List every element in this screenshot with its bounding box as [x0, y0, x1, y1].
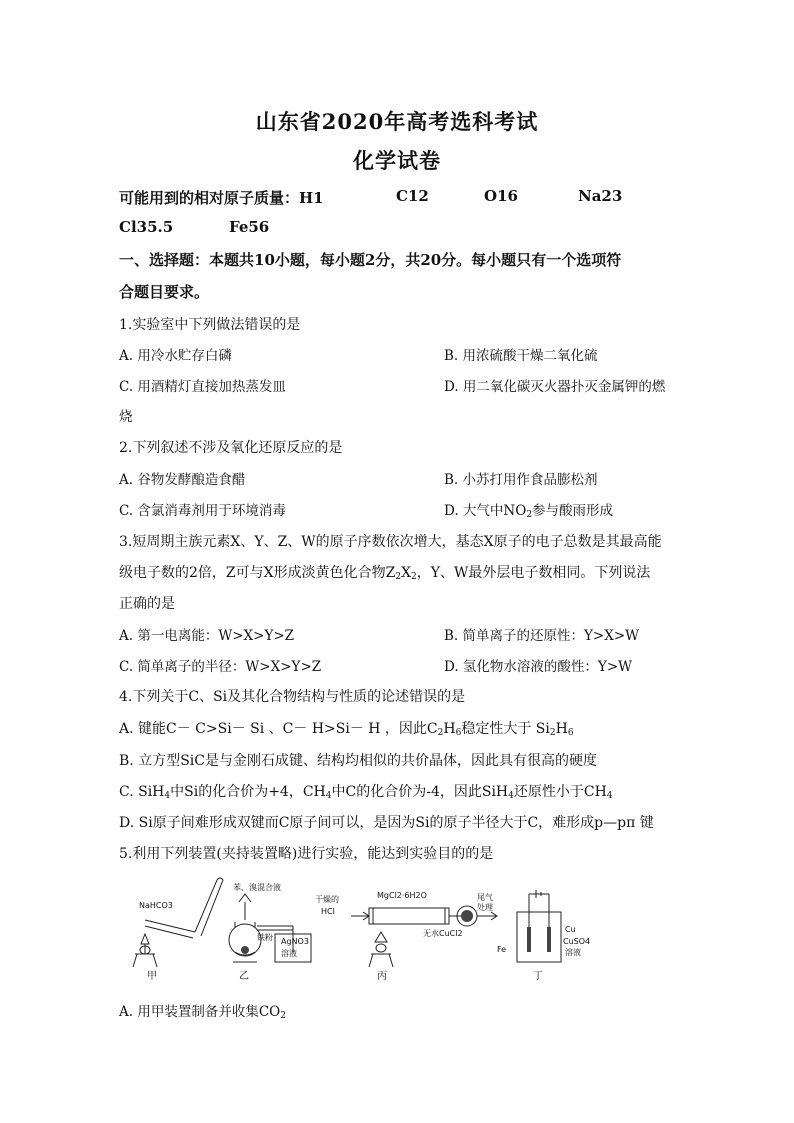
page-title: 山东省2020年高考选科考试: [255, 109, 539, 134]
atomic-mass-fe: Fe56: [229, 218, 270, 236]
caption-yi: 乙: [239, 971, 249, 982]
caption-bing: 丙: [377, 971, 387, 982]
q1-option-d: D. 用二氧化碳灭火器扑灭金属钾的燃: [444, 379, 666, 395]
q1-option-d-cont: 烧: [119, 409, 133, 425]
q2-option-c: C. 含氯消毒剂用于环境消毒: [119, 503, 286, 519]
page-subtitle: 化学试卷: [353, 148, 441, 173]
q4-option-a: A. 键能C－ C>Si－ Si 、C－ H>Si－ H ，因此$C_2H_6$稳定性大于 $Si_2H_6$: [119, 721, 574, 738]
label-tail-gas-1: 尾气: [477, 893, 493, 902]
q4-stem: 4.下列关于C、Si及其化合物结构与性质的论述错误的是: [119, 689, 466, 705]
label-dry-hcl-2: HCl: [321, 907, 335, 916]
q3-option-a: A. 第一电离能：W>X>Y>Z: [119, 628, 295, 644]
atomic-mass-cl: Cl35.5: [119, 218, 174, 236]
q3-stem-line3: 正确的是: [119, 596, 175, 612]
q2-option-a: A. 谷物发酵酿造食醋: [119, 472, 246, 488]
q3-stem-line2: 级电子数的2倍，Z可与X形成淡黄色化合物$Z_2X_2$，Y、W最外层电子数相同。下列说法: [119, 565, 651, 582]
atomic-mass-na: Na23: [578, 187, 623, 205]
label-tail-gas-2: 处理: [477, 903, 493, 912]
apparatus-ding: [517, 890, 561, 962]
label-cuso4: CuSO4: [563, 937, 591, 946]
label-dry-hcl-1: 干燥的: [315, 895, 339, 904]
q5-option-a: A. 用甲装置制备并收集$CO_2$: [119, 1004, 286, 1021]
q5-stem: 5.利用下列装置(夹持装置略)进行实验，能达到实验目的的是: [119, 846, 494, 862]
q1-option-a: A. 用冷水贮存白磷: [119, 348, 232, 364]
q2-stem: 2.下列叙述不涉及氧化还原反应的是: [119, 440, 343, 456]
q4-option-c: C. SiH$_4$中Si的化合价为+4，$CH_4$中C的化合价为-4，因此SiH$_4$还原性小于$CH_4$: [119, 784, 613, 801]
label-agno3: AgNO3: [281, 937, 309, 946]
label-benzene-bromine: 苯、溴混合液: [233, 883, 281, 892]
label-fe: Fe: [497, 945, 507, 954]
q3-option-c: C. 简单离子的半径：W>X>Y>Z: [119, 659, 322, 675]
q3-stem-line1: 3.短周期主族元素X、Y、Z、W的原子序数依次增大，基态X原子的电子总数是其最高能: [119, 534, 662, 550]
section-heading-line1: 一、选择题：本题共10小题，每小题2分，共20分。每小题只有一个选项符: [119, 251, 622, 269]
q1-stem: 1.实验室中下列做法错误的是: [119, 317, 301, 333]
label-cu: Cu: [565, 925, 576, 934]
caption-ding: 丁: [533, 971, 543, 982]
q4-option-d: D. Si原子间难形成双键而C原子间可以，是因为Si的原子半径大于C，难形成p—pπ 键: [119, 815, 654, 831]
label-iron-powder: 铁粉: [257, 933, 273, 942]
q3-option-d: D. 氢化物水溶液的酸性：Y>W: [444, 659, 633, 675]
label-nahco3: NaHCO3: [139, 901, 173, 910]
label-agno3-solution: 溶液: [281, 949, 297, 958]
caption-jia: 甲: [147, 971, 157, 982]
q3-option-b: B. 简单离子的还原性：Y>X>W: [444, 628, 640, 644]
label-cuso4-solution: 溶液: [565, 948, 581, 957]
q2-option-b: B. 小苏打用作食品膨松剂: [444, 472, 598, 488]
q1-option-b: B. 用浓硫酸干燥二氧化硫: [444, 348, 598, 364]
atomic-mass-label: 可能用到的相对原子质量：H1: [119, 189, 324, 207]
atomic-mass-o: O16: [484, 187, 518, 205]
atomic-mass-c: C12: [396, 187, 429, 205]
apparatus-yi: [229, 894, 311, 962]
apparatus-jia: [133, 878, 223, 967]
section-heading-line2: 合题目要求。: [119, 283, 210, 301]
lab-apparatus-figure: [125, 872, 615, 982]
label-mgcl2: MgCl2·6H2O: [377, 891, 427, 900]
q4-option-b: B. 立方型SiC是与金刚石成键、结构均相似的共价晶体，因此具有很高的硬度: [119, 753, 597, 769]
q1-option-c: C. 用酒精灯直接加热蒸发皿: [119, 379, 286, 395]
q2-option-d: D. 大气中$NO_2$参与酸雨形成: [444, 503, 614, 520]
label-anhydrous-cucl2: 无水CuCl2: [423, 929, 463, 938]
